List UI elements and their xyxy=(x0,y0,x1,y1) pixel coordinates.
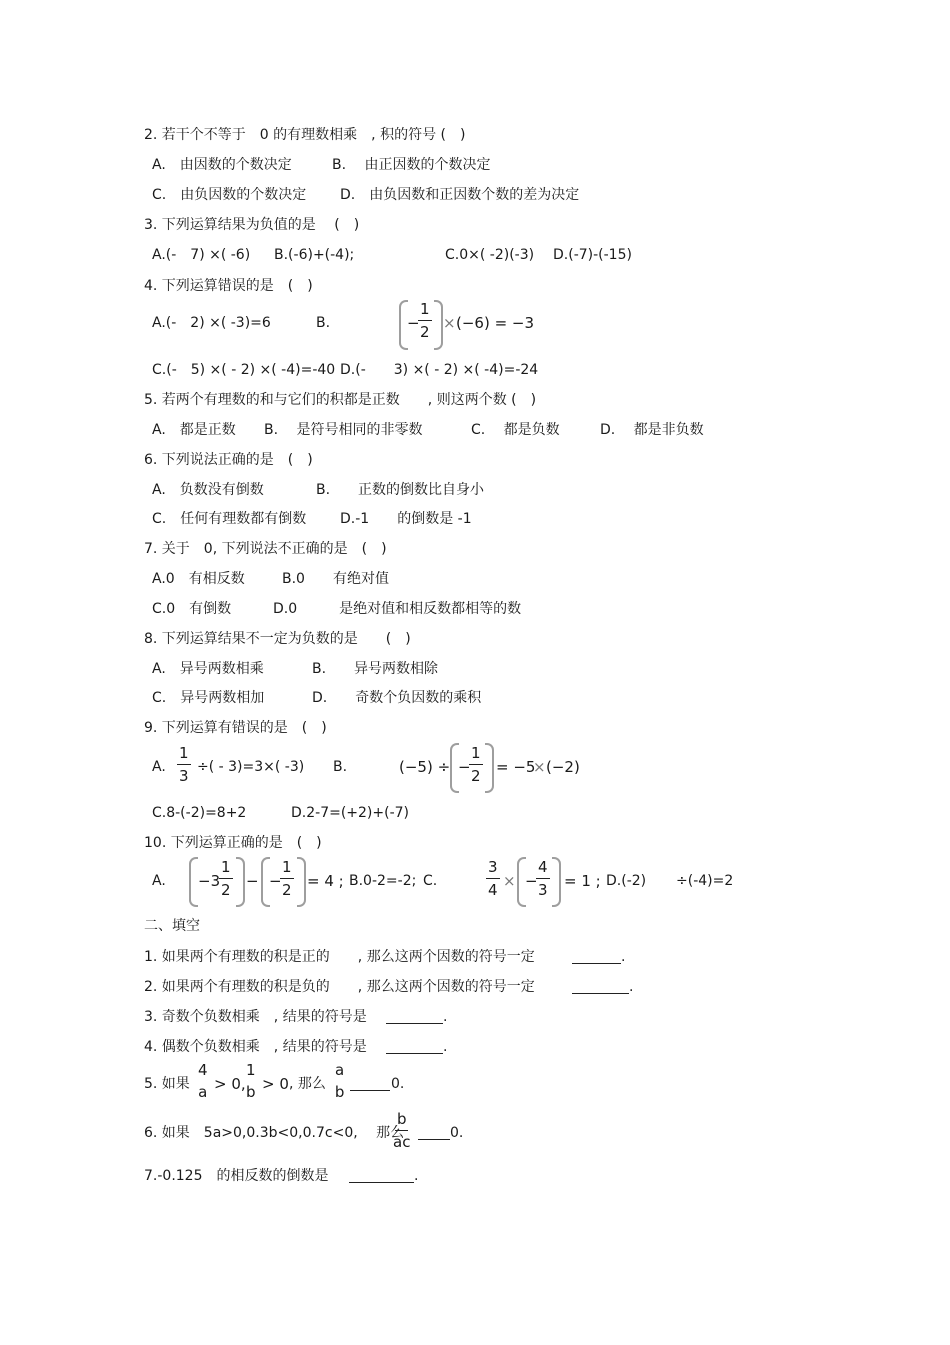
fraction: 1 b xyxy=(246,1061,256,1101)
q8-stem: 8. 下列运算结果不一定为负数的是 ( ) xyxy=(144,631,411,647)
answer-blank[interactable] xyxy=(386,1039,443,1054)
equals-part: = −5 xyxy=(496,758,536,776)
fill-end: . xyxy=(443,1039,448,1055)
answer-blank[interactable] xyxy=(350,1076,390,1091)
minus-sign: − xyxy=(407,314,420,332)
fraction: $\frac{1}{2}$ xyxy=(420,300,430,341)
q3-stem: 3. 下列运算结果为负值的是 ( ) xyxy=(144,217,360,233)
times-sign: × xyxy=(503,872,516,890)
expression-left: (−5) ÷ xyxy=(399,758,451,776)
q3-option-a: A.(- 7) ×( -6) xyxy=(152,247,251,263)
answer-blank[interactable] xyxy=(572,949,621,964)
right-paren xyxy=(297,857,306,907)
right-paren xyxy=(485,743,494,793)
times-sign: × xyxy=(443,314,456,332)
q3-option-c: C.0×( -2)(-3) xyxy=(445,247,535,263)
right-paren xyxy=(552,857,561,907)
q4-option-d: D.(- 3) ×( - 2) ×( -4)=-24 xyxy=(340,362,539,378)
result: = 1 ; xyxy=(564,872,601,890)
result: = 4 ; xyxy=(307,872,344,890)
q5-option-a: A. 都是正数 xyxy=(152,422,236,438)
q9-option-d: D.2-7=(+2)+(-7) xyxy=(291,805,410,821)
fill-text: 3. 奇数个负数相乘 , 结果的符号是 xyxy=(144,1009,367,1025)
q3-option-b: B.(-6)+(-4); xyxy=(274,247,355,263)
q6-stem: 6. 下列说法正确的是 ( ) xyxy=(144,452,313,468)
answer-blank[interactable] xyxy=(572,979,629,994)
q7-option-c: C.0 有倒数 xyxy=(152,601,232,617)
fill-end: 0. xyxy=(391,1076,405,1092)
q7-option-a: A.0 有相反数 xyxy=(152,571,245,587)
q4-option-a: A.(- 2) ×( -3)=6 xyxy=(152,315,271,331)
fill-end: . xyxy=(621,949,626,965)
q8-option-d: D. 奇数个负因数的乘积 xyxy=(312,690,482,706)
right-paren xyxy=(236,857,245,907)
q6-option-d: D.-1 的倒数是 -1 xyxy=(340,511,472,527)
option-label: C. xyxy=(423,873,438,889)
fill-end: . xyxy=(414,1168,419,1184)
q4-stem: 4. 下列运算错误的是 ( ) xyxy=(144,278,313,294)
expression-rest: (−6) = −3 xyxy=(456,314,535,332)
q2-option-b: B. 由正因数的个数决定 xyxy=(332,157,491,173)
fill-text: 5. 如果 xyxy=(144,1076,190,1092)
q2-option-d: D. 由负因数和正因数个数的差为决定 xyxy=(340,187,580,203)
q7-option-b: B.0 有绝对值 xyxy=(282,571,389,587)
fraction: $\frac{b}{ac}$ xyxy=(393,1110,411,1151)
q3-option-d: D.(-7)-(-15) xyxy=(553,247,632,263)
inequality: > 0 xyxy=(262,1075,289,1093)
fraction: $\frac{1}{3}$ xyxy=(179,744,189,785)
q2-option-c: C. 由负因数的个数决定 xyxy=(152,187,307,203)
right-paren xyxy=(434,300,443,350)
fill-end: . xyxy=(629,979,634,995)
integer-part: −3 xyxy=(198,872,221,890)
q7-stem: 7. 关于 0, 下列说法不正确的是 ( ) xyxy=(144,541,387,557)
fraction: $\frac{4}{3}$ xyxy=(538,858,548,899)
fill-text: 6. 如果 5a>0,0.3b<0,0.7c<0, 那么 xyxy=(144,1125,405,1141)
q6-option-a: A. 负数没有倒数 xyxy=(152,482,264,498)
fill-text: , 那么 xyxy=(289,1076,326,1092)
q6-option-c: C. 任何有理数都有倒数 xyxy=(152,511,307,527)
minus-sign: − xyxy=(269,872,282,890)
fill-text: 4. 偶数个负数相乘 , 结果的符号是 xyxy=(144,1039,367,1055)
q5-option-d: D. 都是非负数 xyxy=(600,422,704,438)
answer-blank[interactable] xyxy=(418,1125,450,1140)
expression-rest: ÷( - 3)=3×( -3) xyxy=(197,759,305,775)
option-label: A. xyxy=(152,759,166,775)
section-heading: 二、填空 xyxy=(144,918,200,934)
q8-option-c: C. 异号两数相加 xyxy=(152,690,265,706)
q7-option-d: D.0 是绝对值和相反数都相等的数 xyxy=(273,601,522,617)
q2-option-a: A. 由因数的个数决定 xyxy=(152,157,292,173)
times-sign: × xyxy=(533,758,546,776)
q5-stem: 5. 若两个有理数的和与它们的积都是正数 , 则这两个数 ( ) xyxy=(144,392,537,408)
inequality: > 0, xyxy=(214,1075,246,1093)
minus-operator: − xyxy=(246,872,259,890)
answer-blank[interactable] xyxy=(349,1168,414,1183)
q8-option-b: B. 异号两数相除 xyxy=(312,661,439,677)
q10-stem: 10. 下列运算正确的是 ( ) xyxy=(144,835,322,851)
minus-sign: − xyxy=(458,758,471,776)
answer-blank[interactable] xyxy=(386,1009,443,1024)
fill-text: 1. 如果两个有理数的积是正的 , 那么这两个因数的符号一定 xyxy=(144,949,535,965)
fraction: $\frac{3}{4}$ xyxy=(488,858,498,899)
option-label: A. xyxy=(152,873,166,889)
q8-option-a: A. 异号两数相乘 xyxy=(152,661,264,677)
expression-rest: ÷(-4)=2 xyxy=(676,873,734,889)
q9-stem: 9. 下列运算有错误的是 ( ) xyxy=(144,720,327,736)
fill-end: 0. xyxy=(450,1125,464,1141)
fraction: 4 a xyxy=(198,1061,208,1101)
q6-option-b: B. 正数的倒数比自身小 xyxy=(316,482,485,498)
fraction: $\frac{1}{2}$ xyxy=(282,858,292,899)
fill-end: . xyxy=(443,1009,448,1025)
fraction: $\frac{1}{2}$ xyxy=(221,858,231,899)
q4-option-b-label: B. xyxy=(316,315,331,331)
q10-option-b: B.0-2=-2; xyxy=(349,873,417,889)
option-label: B. xyxy=(333,759,348,775)
q4-option-c: C.(- 5) ×( - 2) ×( -4)=-40 xyxy=(152,362,336,378)
left-paren xyxy=(189,857,198,907)
q5-option-c: C. 都是负数 xyxy=(471,422,560,438)
expression-rest: (−2) xyxy=(546,758,580,776)
q5-option-b: B. 是符号相同的非零数 xyxy=(264,422,423,438)
q2-stem: 2. 若干个不等于 0 的有理数相乘 , 积的符号 ( ) xyxy=(144,127,466,143)
q9-option-c: C.8-(-2)=8+2 xyxy=(152,805,247,821)
fill-text: 7.-0.125 的相反数的倒数是 xyxy=(144,1168,329,1184)
minus-sign: − xyxy=(525,872,538,890)
fraction: a b xyxy=(334,1061,345,1101)
fraction: $\frac{1}{2}$ xyxy=(471,744,481,785)
expression-left: D.(-2) xyxy=(606,873,647,889)
fill-text: 2. 如果两个有理数的积是负的 , 那么这两个因数的符号一定 xyxy=(144,979,535,995)
